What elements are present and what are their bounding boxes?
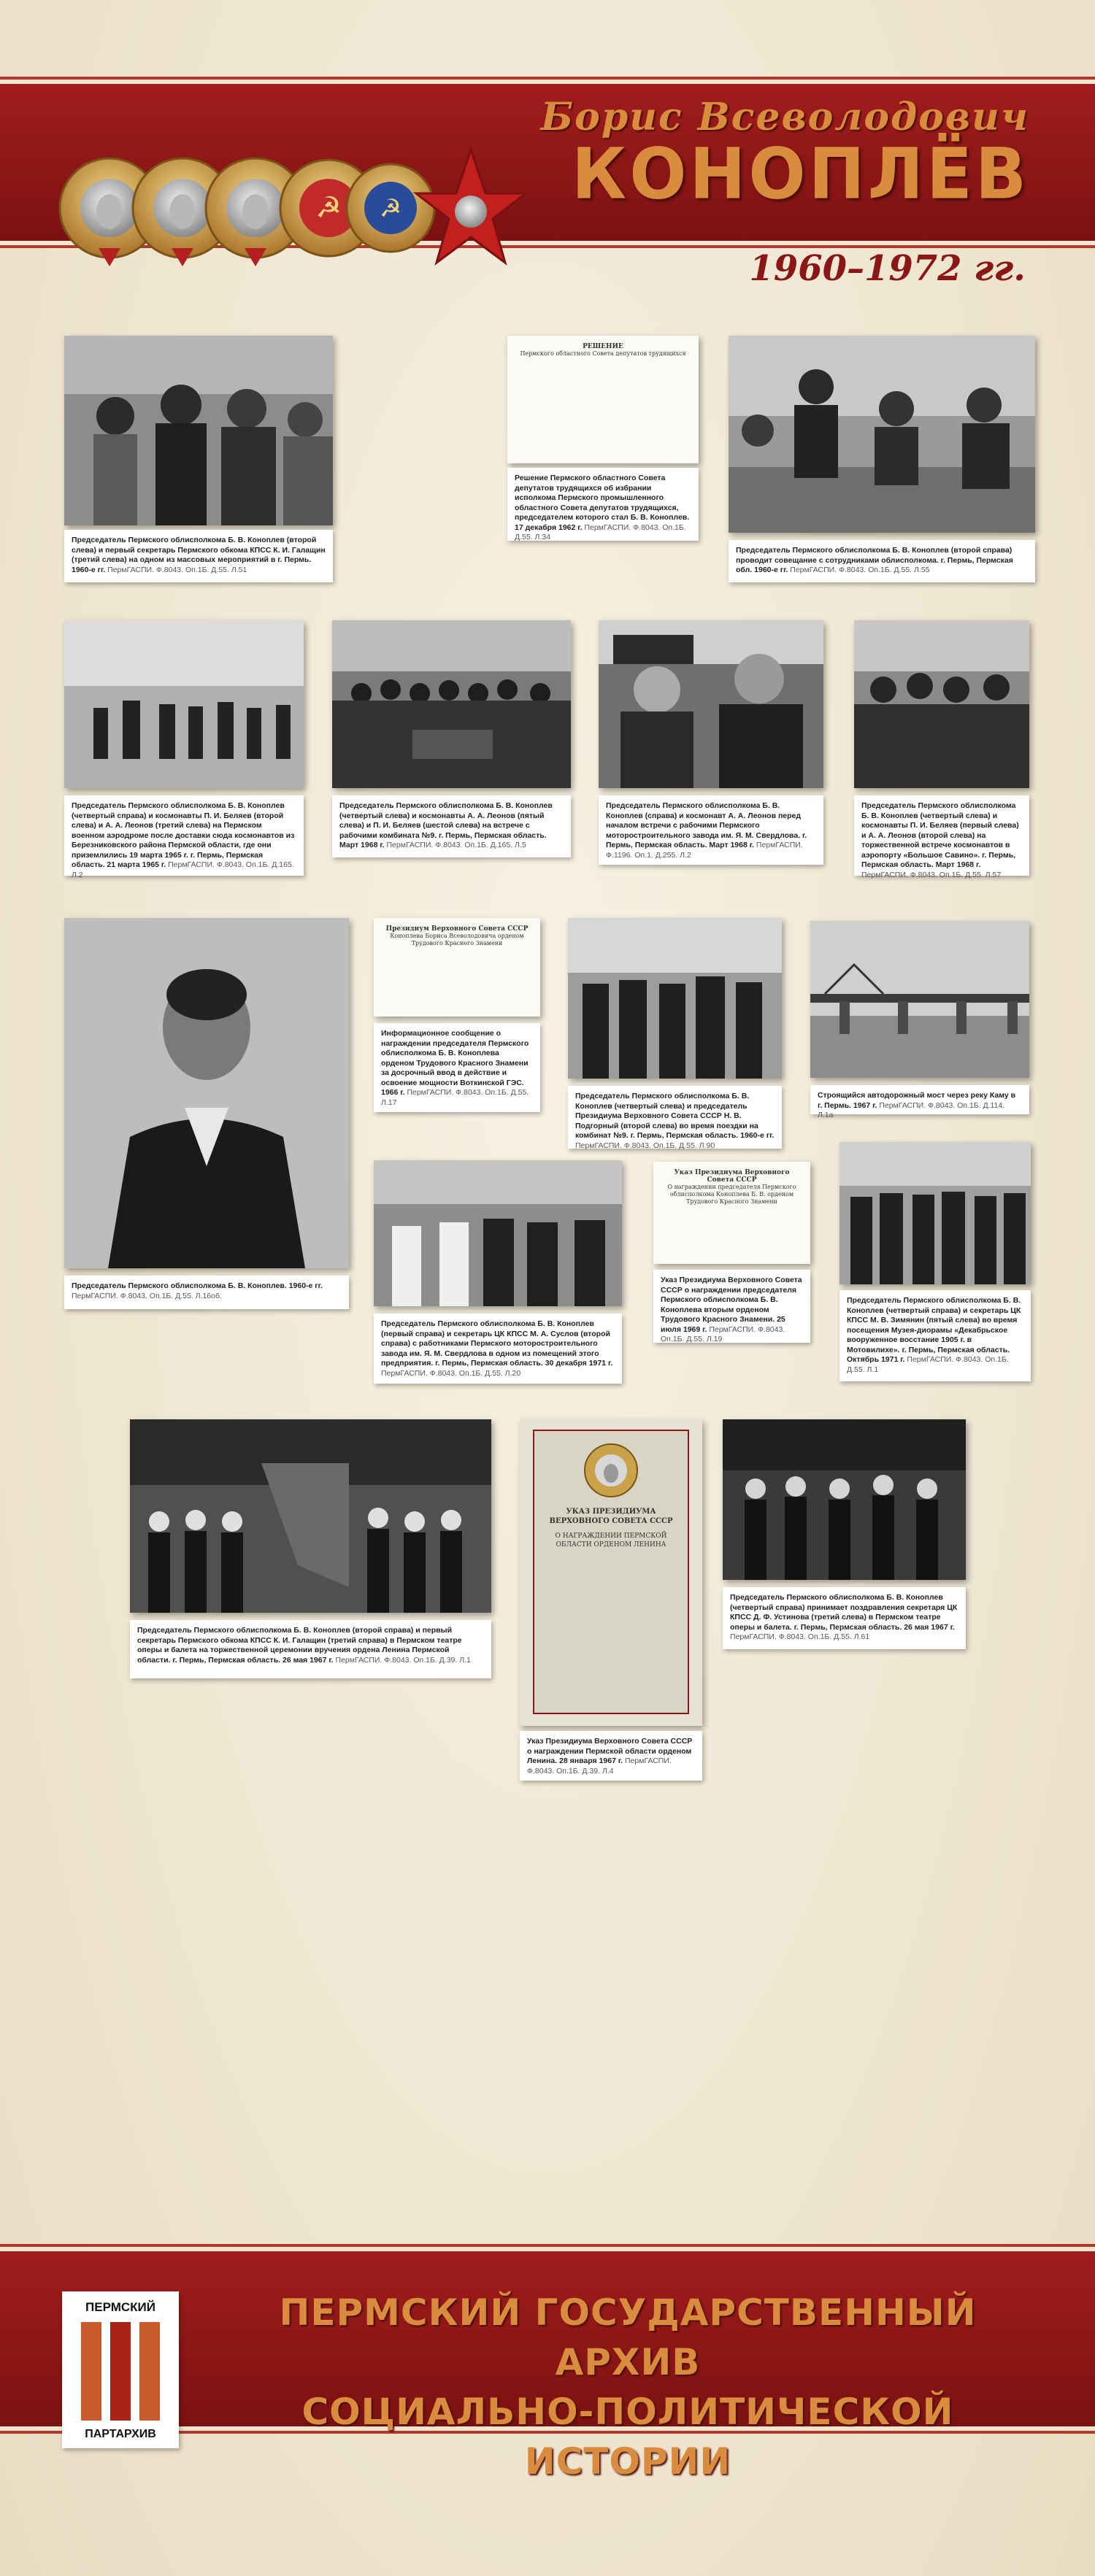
archive-ref: ПермГАСПИ. Ф.8043. Оп.1Б. Д.39. Л.1: [335, 1655, 471, 1665]
archive-shelves-icon: [77, 2322, 164, 2421]
archive-ref: ПермГАСПИ. Ф.8043. Оп.1Б. Д.114. Л.1а: [818, 1100, 1005, 1119]
caption-text: Указ Президиума Верховного Совета СССР о награждении Пермской области орденом Ленина. 28 января 1967 г.: [527, 1737, 693, 1765]
caption-text: Председатель Пермского облисполкома Б. В. Коноплев (четвертый справа) и секретарь ЦК КПСС М. В. Зимянин (пятый слева) во время посещения Музея-диорамы «Декабрьское вооруженное восстание 1905 г. в Мотовилихе». г. Пермь, Пермская область. Октябрь 1971 г.: [847, 1296, 1021, 1364]
archive-ref: ПермГАСПИ. Ф.8043. Оп.1Б. Д.55. Л.34: [515, 522, 686, 541]
archive-ref: ПермГАСПИ. Ф.8043. Оп.1Б. Д.55. Л.61: [730, 1632, 870, 1641]
photo-i5: [332, 620, 571, 788]
archive-ref: ПермГАСПИ. Ф.1196. Оп.1. Д.255. Л.2: [606, 841, 803, 860]
doc-body: О НАГРАЖДЕНИИ ПЕРМСКОЙ ОБЛАСТИ ОРДЕНОМ ЛЕНИНА: [555, 1532, 667, 1549]
caption-text: Председатель Пермского облисполкома Б. В. Коноплев (второй справа) и первый секретарь Пермского обкома КПСС К. И. Галащин (третий справа) в Пермском театре оперы и балета на торжественной церемонии вручения ордена Ленина Пермской области. г. Пермь, Пермская область. 26 мая 1967 г.: [137, 1626, 462, 1665]
archive-ref: ПермГАСПИ. Ф.8043. Оп.1Б. Д.55. Л.90: [575, 1141, 715, 1150]
archive-ref: ПермГАСПИ. Ф.8043. Оп.1Б. Д.55. Л.51: [107, 565, 247, 574]
doc-title: Президиум Верховного Совета СССР: [385, 925, 529, 933]
doc-title: РЕШЕНИЕ: [583, 343, 623, 350]
caption-text: Указ Президиума Верховного Совета СССР о награждении председателя Пермского облисполкома Б. В. Коноплева вторым орденом Трудового Красного Знамени. 25 июля 1969 г.: [661, 1276, 802, 1334]
doc-body: Пермского областного Совета депутатов трудящихся: [520, 350, 686, 357]
caption-text: Председатель Пермского облисполкома Б. В. Коноплев (четвертый слева) и председатель Президиума Верховного Совета СССР Н. В. Подгорный (второй слева) во время поездки на комбинат №9. г. Пермь, Пермская область. 1960-е гг.: [575, 1092, 775, 1140]
doc-body: Коноплева Бориса Всеволодовича орденом Трудового Красного Знамени: [390, 933, 524, 946]
document-i2: [507, 336, 699, 463]
years: 1960–1972 гг.: [749, 248, 1026, 289]
caption-i4: [64, 795, 304, 879]
archive-ref: ПермГАСПИ. Ф.8043. Оп.1Б. Д.55. Л.1: [847, 1355, 1009, 1374]
photo-i12: [374, 1160, 622, 1306]
caption-i6: [599, 795, 823, 865]
archive-ref: ПермГАСПИ. Ф.8043. Оп.1Б. Д.55. Л.55: [790, 566, 930, 574]
caption-text: Решение Пермского областного Совета депутатов трудящихся об избрании исполкома Пермского промышленного областного Совета депутатов трудящихся, председателем которого стал Б. В. Коноплев. 17 декабря 1962 г.: [515, 474, 690, 532]
caption-i11: [810, 1085, 1029, 1119]
doc-title: УКАЗ ПРЕЗИДИУМА ВЕРХОВНОГО СОВЕТА СССР: [549, 1508, 673, 1525]
caption-text: Председатель Пермского облисполкома Б. В. Коноплев (второй слева) и первый секретарь Пермского обкома КПСС К. И. Галащин (третий слева) на одном из массовых мероприятий в г. Пермь. 1960-е гг.: [72, 536, 326, 574]
caption-text: Строящийся автодорожный мост через реку Каму в г. Пермь. 1967 г.: [818, 1091, 1016, 1110]
caption-i5: [332, 795, 571, 857]
partarchive-logo: [62, 2291, 179, 2448]
archive-ref: ПермГАСПИ. Ф.8043. Оп.1Б. Д.55. Л.16об.: [72, 1291, 222, 1300]
title-block: [540, 95, 1029, 215]
archive-ref: ПермГАСПИ. Ф.8043. Оп.1Б. Д.165. Л.5: [386, 841, 526, 849]
caption-i1: [64, 530, 333, 582]
photo-i17: [723, 1419, 966, 1580]
caption-text: Председатель Пермского облисполкома Б. В. Коноплев (четвертый справа) и космонавты П. И. Беляев (второй слева) и А. А. Леонов (третий слева) на Пермском военном аэродроме после доставки сюда космонавтов из Березниковского района Пермской области, где они приземлились 19 марта 1965 г. г. Пермь, Пермская область. 21 марта 1965 г.: [72, 801, 295, 869]
caption-i17: [723, 1587, 966, 1649]
archive-ref: ПермГАСПИ. Ф.8043. Оп.1Б. Д.55. Л.57: [861, 870, 1002, 879]
photo-i14: [840, 1142, 1031, 1284]
decree-frame: [533, 1430, 689, 1714]
logo-text-top: ПЕРМСКИЙ: [85, 2300, 155, 2314]
caption-text: Председатель Пермского облисполкома Б. В. Коноплев (второй справа) проводит совещание с сотрудниками облисполкома. г. Пермь, Пермская обл. 1960-е гг.: [736, 546, 1013, 574]
caption-i16: [520, 1731, 702, 1781]
caption-i2: [507, 468, 699, 541]
photo-i15: [130, 1419, 491, 1613]
doc-title: Указ Президиума Верховного Совета СССР: [674, 1169, 790, 1184]
last-name: КОНОПЛЁВ: [572, 133, 1029, 215]
logo-text-bottom: ПАРТАРХИВ: [85, 2428, 156, 2440]
first-name: Борис Всеволодович: [540, 95, 1029, 139]
archive-ref: ПермГАСПИ. Ф.8043. Оп.1Б. Д.39. Л.4: [527, 1756, 672, 1775]
order-red-star: [416, 150, 526, 263]
caption-i3: [729, 540, 1035, 582]
archive-ref: ПермГАСПИ. Ф.8043. Оп.1Б. Д.55. Л.20: [381, 1368, 521, 1378]
caption-i9: [374, 1023, 540, 1112]
photo-i10: [568, 918, 782, 1079]
archive-ref: ПермГАСПИ. Ф.8043. Оп.1Б. Д.55. Л.19: [661, 1324, 785, 1343]
caption-i12: [374, 1314, 622, 1384]
order-of-lenin-icon: [582, 1441, 640, 1500]
caption-text: Председатель Пермского облисполкома Б. В. Коноплев (четвертый справа) принимает поздравления секретаря ЦК КПСС Д. Ф. Устинова (третий слева) в Пермском театре оперы и балета. г. Пермь, Пермская область. 26 мая 1967 г.: [730, 1593, 958, 1632]
caption-i7: [854, 795, 1029, 879]
archive-name: [219, 2288, 1037, 2486]
photo-i11: [810, 921, 1029, 1078]
document-i16: [520, 1419, 702, 1726]
photo-i1: [64, 336, 333, 525]
photo-i8: [64, 918, 349, 1268]
caption-i8: [64, 1276, 349, 1309]
archive-ref: ПермГАСПИ. Ф.8043. Оп.1Б. Д.165. Л.2: [72, 860, 294, 879]
svg-text:☭: ☭: [379, 194, 402, 223]
caption-text: Председатель Пермского облисполкома Б. В. Коноплев (справа) и космонавт А. А. Леонов перед началом встречи с рабочими Пермского моторостроительного завода им. Я. М. Свердлова. г. Пермь, Пермская область. Март 1968 г.: [606, 801, 807, 849]
photo-i3: [729, 336, 1035, 533]
archive-ref: ПермГАСПИ. Ф.8043. Оп.1Б. Д.55. Л.17: [381, 1088, 529, 1107]
svg-text:☭: ☭: [315, 191, 342, 225]
caption-i14: [840, 1290, 1031, 1381]
photo-i7: [854, 620, 1029, 788]
order-labour-banner: [347, 164, 434, 252]
archive-name-line2: СОЦИАЛЬНО-ПОЛИТИЧЕСКОЙ ИСТОРИИ: [301, 2391, 954, 2483]
caption-text: Председатель Пермского облисполкома Б. В. Коноплев (первый справа) и секретарь ЦК КПСС М. А. Суслов (второй справа) с работниками Пермского моторостроительного завода им. Я. М. Свердлова в одном из помещений этого предприятия. г. Пермь, Пермская область. 30 декабря 1971 г.: [381, 1319, 613, 1368]
archive-name-line1: ПЕРМСКИЙ ГОСУДАРСТВЕННЫЙ АРХИВ: [279, 2291, 977, 2383]
caption-i10: [568, 1086, 782, 1149]
caption-i13: [653, 1270, 810, 1343]
caption-text: Председатель Пермского облисполкома Б. В. Коноплев (четвертый слева) и космонавты П. И. Беляев (первый слева) и А. А. Леонов (второй слева) на торжественной встрече космонавтов в аэропорту «Большое Савино». г. Пермь, Пермская область. Март 1968 г.: [861, 801, 1019, 869]
caption-text: Информационное сообщение о награждении председателя Пермского облисполкома Б. В. Коноплева орденом Трудового Красного Знамени за досрочный ввод в действие и освоение мощности Воткинской ГЭС. 1966 г.: [381, 1029, 529, 1097]
document-i9: [374, 918, 540, 1017]
photo-i6: [599, 620, 823, 788]
caption-text: Председатель Пермского облисполкома Б. В. Коноплев (четвертый слева) и космонавты А. А. Леонов (пятый слева) и П. И. Беляев (шестой слева) на встрече с рабочими комбината №9. г. Пермь, Пермская область. Март 1968 г.: [339, 801, 553, 849]
caption-text: Председатель Пермского облисполкома Б. В. Коноплев. 1960-е гг.: [72, 1281, 323, 1290]
caption-i15: [130, 1620, 491, 1678]
document-i13: [653, 1162, 810, 1264]
photo-i4: [64, 620, 304, 788]
doc-body: О награждении председателя Пермского облисполкома Коноплева Б. В. орденом Трудового Красного Знамени: [667, 1184, 796, 1205]
order-of-lenin-icon: [58, 139, 526, 285]
